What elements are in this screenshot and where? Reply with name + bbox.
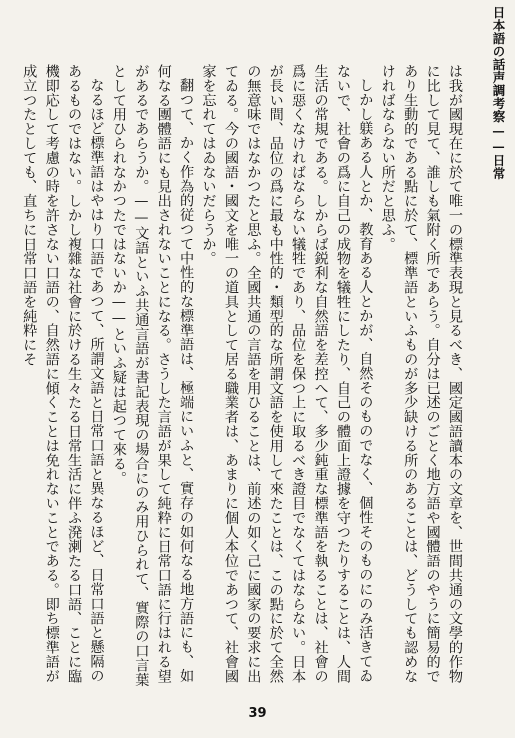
paragraph: なるほど標準語はやはり口語であつて、所謂文語と日常口語と異なるほど、日常口語と懸隔のあるものではない。しかし複雜な社會に於ける生々たる日常生活に伴ふ溌溂たる口語、ことに臨機即応して考慮の時を許さない口語の、自然語に傾くことは免れないことである。即ち標準語が成立つたとしても、直ちに日常口語を純粋にそ xyxy=(21,64,105,684)
paragraph: しかし躾ある人とか、教育ある人とかが、自然そのものでなく、個性そのものにのみ活きてゐないで、社會の爲に自己の成物を犠牲にしたり、自己の體面上證據を守つたりすることは、人間生活の常規である。しからば鋭利な自然語を差控へて、多少鈍重な標準語を執ることは、社會の爲に惡くなければならない犠牲であり、品位を保つ上に取るべき證目でなくてはならない。日本が長い間、品位の爲に最も中性的・類型的な所謂文語を使用して來たことは、この點に於て全然の無意味ではなかつたと思ふ。全國共通の言語を用ひることは、前述の如く己に國家の要求に出てゐる。今の國語・國文を唯一の道具として居る職業者は、あまりに個人本位であつて、社會國家を忘れてはゐないだらうか。 xyxy=(200,64,374,684)
body-text xyxy=(18,64,466,692)
paragraph: 翻つて、かく作為的従つて中性的な標準語は、極端にいふと、實存の如何なる地方語にも、如何なる團體語にも見出されないことになる。さうした言語が果して純粋に日常口語に行はれる望があるであらうか。——文語といふ共通言語が書記表現の場合にのみ用ひられて、實際の口言葉として用ひられなかつたではないか——といふ疑は起つて來る。 xyxy=(110,64,195,687)
page-number: 39 xyxy=(248,706,267,721)
paragraph: は我が國現在に於て唯一の標準表現と見るべき、國定國語讀本の文章を、世間共通の文學的作物に比して見て、誰しも氣附く所であらう。自分は已述のごとく地方語や國體語のやうに簡易的であり生動的である點に於て、標準語といふものが多少缺ける所のあることは、どうしても認めなければならない所だと思ふ。 xyxy=(379,64,463,684)
running-head: 日本語の話声調考察——日常 xyxy=(491,6,506,180)
